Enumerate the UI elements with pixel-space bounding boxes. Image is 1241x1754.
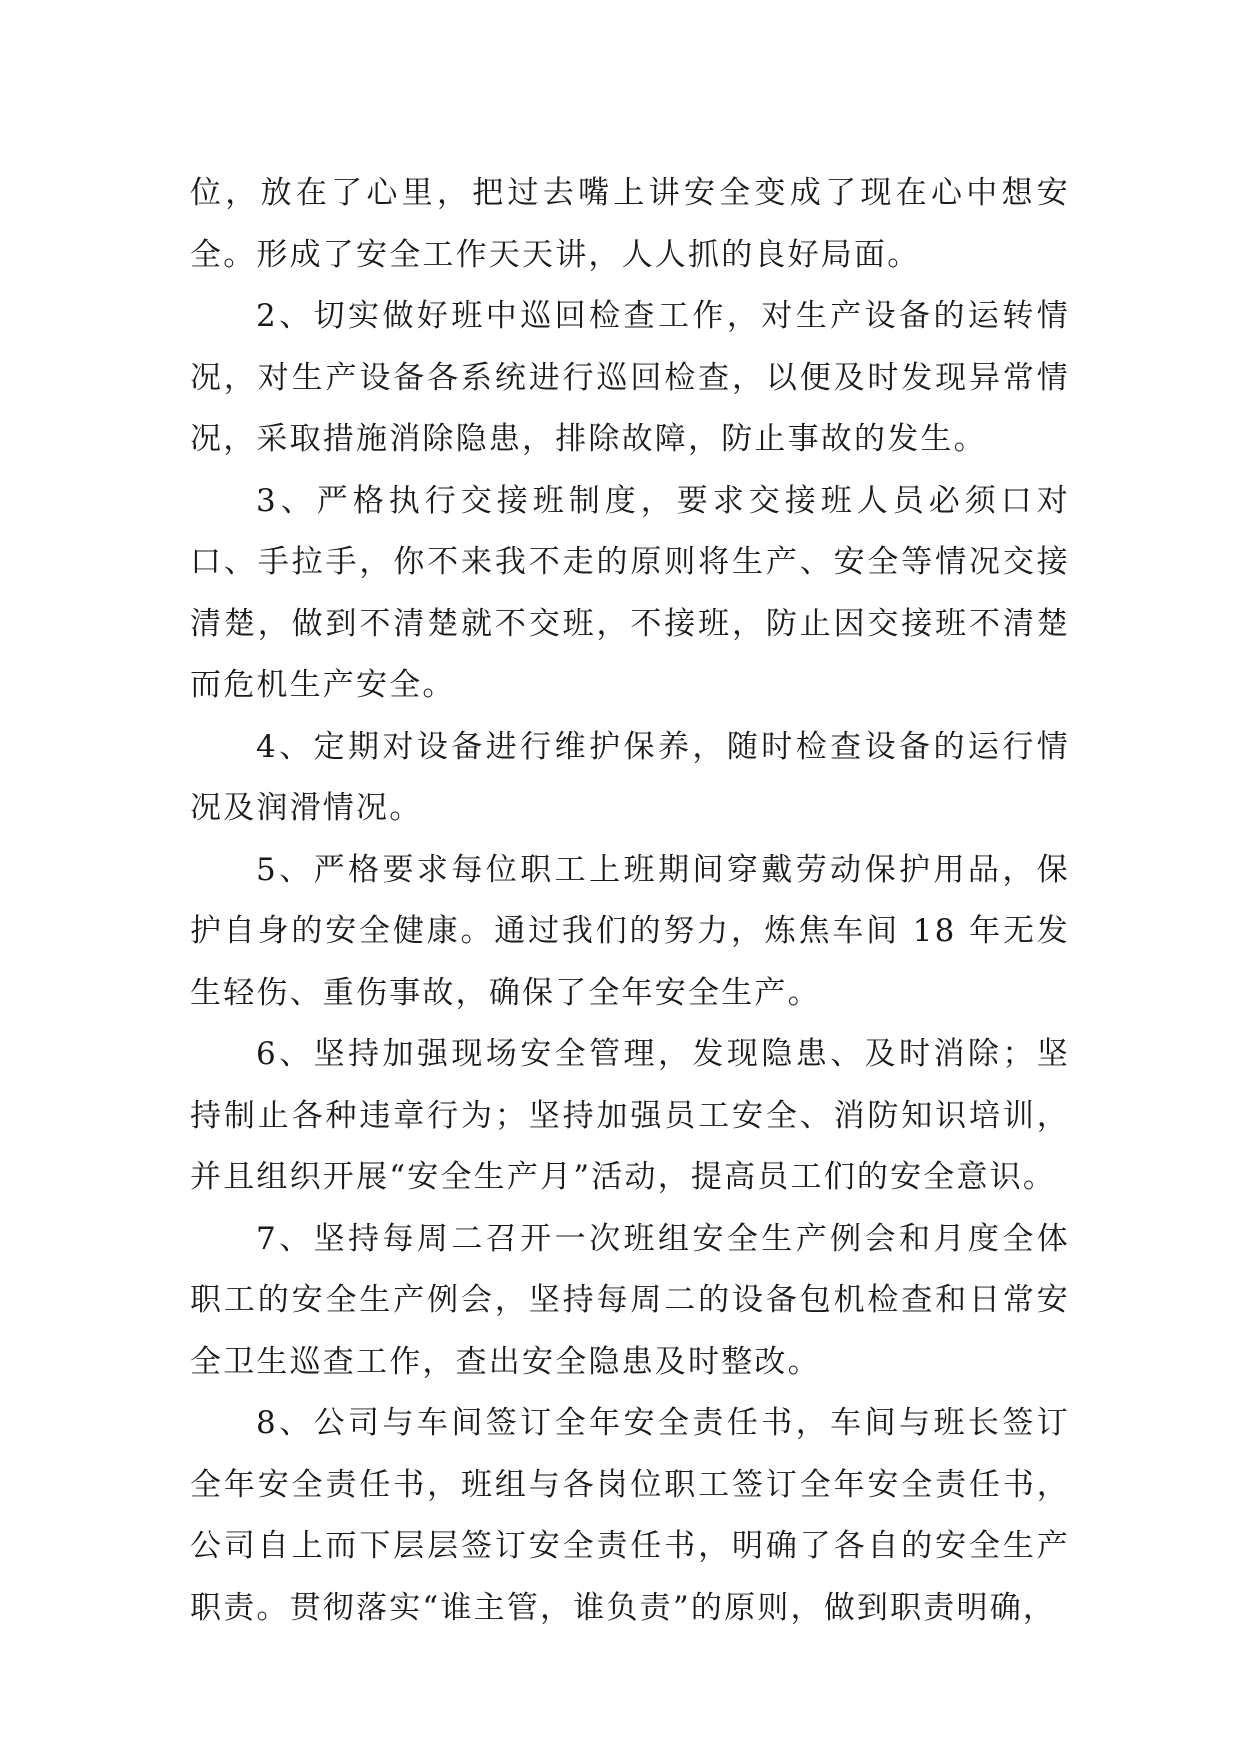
- document-body: [190, 163, 1070, 1639]
- paragraph-item-4: 4、定期对设备进行维护保养，随时检查设备的运行情况及润滑情况。: [190, 728, 1070, 826]
- paragraph-item-3: 3、严格执行交接班制度，要求交接班人员必须口对口、手拉手，你不来我不走的原则将生产、安全等情况交接清楚，做到不清楚就不交班，不接班，防止因交接班不清楚而危机生产安全。: [190, 482, 1070, 703]
- paragraph-item-5: 5、严格要求每位职工上班期间穿戴劳动保护用品，保护自身的安全健康。通过我们的努力，炼焦车间 18 年无发生轻伤、重伤事故，确保了全年安全生产。: [190, 851, 1070, 1011]
- paragraph-item-6: 6、坚持加强现场安全管理，发现隐患、及时消除；坚持制止各种违章行为；坚持加强员工安全、消防知识培训，并且组织开展“安全生产月”活动，提高员工们的安全意识。: [190, 1036, 1070, 1195]
- paragraph-item-7: 7、坚持每周二召开一次班组安全生产例会和月度全体职工的安全生产例会，坚持每周二的设备包机检查和日常安全卫生巡查工作，查出安全隐患及时整改。: [190, 1220, 1070, 1380]
- paragraph-item-8: 8、公司与车间签订全年安全责任书，车间与班长签订全年安全责任书，班组与各岗位职工签订全年安全责任书，公司自上而下层层签订安全责任书，明确了各自的安全生产职责。贯彻落实“谁主管，谁负责”的原则，做到职责明确，: [190, 1405, 1070, 1626]
- paragraph-continuation: 位，放在了心里，把过去嘴上讲安全变成了现在心中想安全。形成了安全工作天天讲，人人抓的良好局面。: [190, 175, 1070, 273]
- paragraph-item-2: 2、切实做好班中巡回检查工作，对生产设备的运转情况，对生产设备各系统进行巡回检查，以便及时发现异常情况，采取措施消除隐患，排除故障，防止事故的发生。: [190, 298, 1070, 457]
